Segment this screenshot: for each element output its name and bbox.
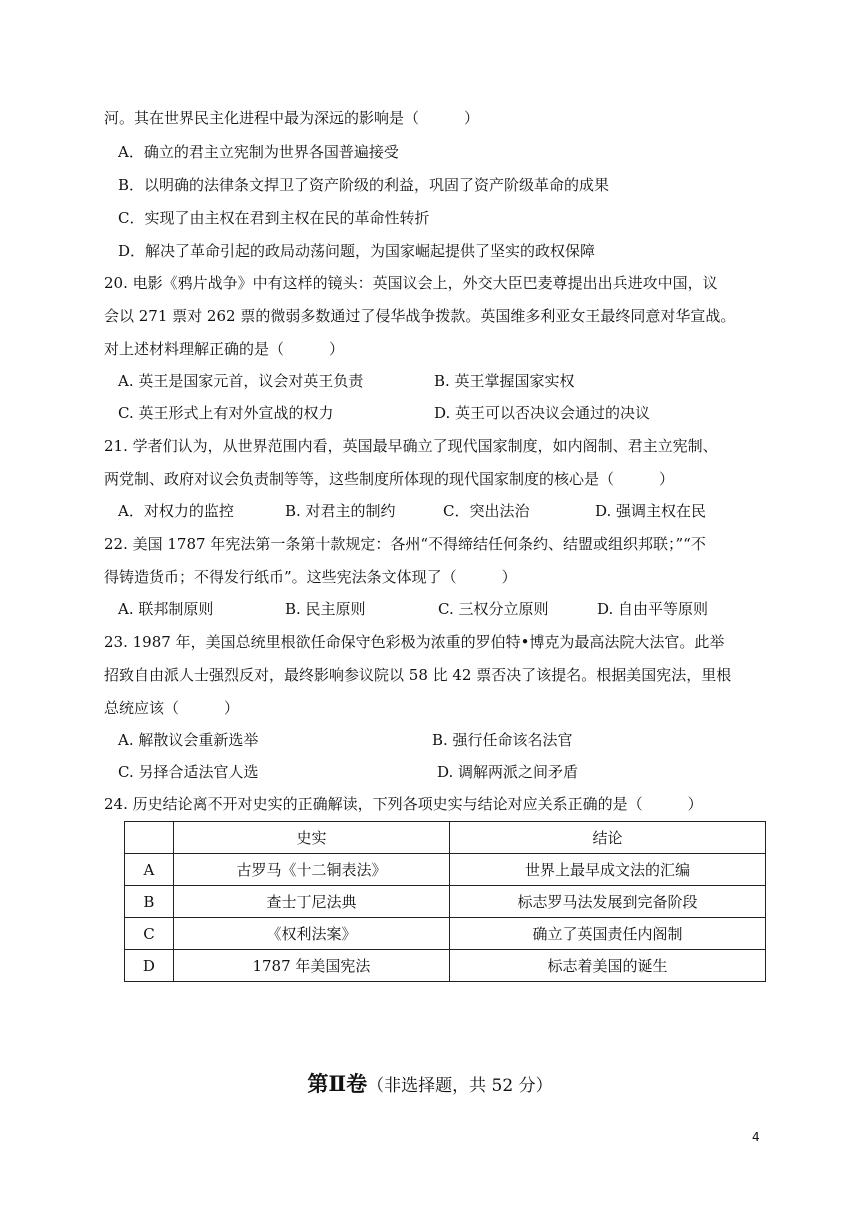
q20-option-a: A. 英王是国家元首，议会对英王负责 <box>118 372 364 390</box>
q23-stem-line-3: 总统应该（ ） <box>104 699 240 717</box>
q23-option-a: A. 解散议会重新选举 <box>118 731 259 749</box>
section-note: （非选择题，共 52 分） <box>367 1076 553 1096</box>
q23-option-b: B. 强行任命该名法官 <box>432 731 573 749</box>
q20-stem-line-3: 对上述材料理解正确的是（ ） <box>104 340 345 358</box>
q20-option-d: D. 英王可以否决议会通过的决议 <box>434 404 651 422</box>
table-row <box>125 950 766 982</box>
q20-stem-line-1: 20. 电影《鸦片战争》中有这样的镜头：英国议会上，外交大臣巴麦尊提出出兵进攻中国，议 <box>104 274 718 292</box>
q21-option-a: A．对权力的监控 <box>118 502 234 520</box>
q22-option-c: C. 三权分立原则 <box>438 600 549 618</box>
q19-option-c: C．实现了由主权在君到主权在民的革命性转折 <box>118 209 430 227</box>
row-conclusion: 标志着美国的诞生 <box>450 950 766 982</box>
q22-stem-line-2: 得铸造货币；不得发行纸币”。这些宪法条文体现了（ ） <box>104 568 517 586</box>
section-title: 第Ⅱ卷 <box>307 1071 368 1096</box>
table-row <box>125 886 766 918</box>
table-header-label <box>125 822 174 854</box>
row-label: B <box>125 886 174 918</box>
q20-stem-line-2: 会以 271 票对 262 票的微弱多数通过了侵华战争拨款。英国维多利亚女王最终同意对华宣战。 <box>104 307 736 325</box>
history-conclusion-table <box>124 821 766 982</box>
q19-option-d: D．解决了革命引起的政局动荡问题，为国家崛起提供了坚实的政权保障 <box>118 242 596 260</box>
section-heading <box>0 1068 860 1098</box>
q21-option-c: C．突出法治 <box>443 502 530 520</box>
q21-stem-line-1: 21. 学者们认为，从世界范围内看，英国最早确立了现代国家制度，如内阁制、君主立宪制、 <box>104 437 718 455</box>
q22-option-b: B. 民主原则 <box>285 600 366 618</box>
q21-stem-line-2: 两党制、政府对议会负责制等等，这些制度所体现的现代国家制度的核心是（ ） <box>104 470 675 488</box>
q22-option-a: A. 联邦制原则 <box>118 600 214 618</box>
q23-option-d: D. 调解两派之间矛盾 <box>437 763 579 781</box>
row-conclusion: 确立了英国责任内阁制 <box>450 918 766 950</box>
table-header-fact: 史实 <box>173 822 449 854</box>
table-header-conclusion: 结论 <box>450 822 766 854</box>
row-label: C <box>125 918 174 950</box>
q23-stem-line-1: 23. 1987 年，美国总统里根欲任命保守色彩极为浓重的罗伯特•博克为最高法院大法官。此举 <box>104 633 725 651</box>
table-row <box>125 854 766 886</box>
q24-stem: 24. 历史结论离不开对史实的正确解读，下列各项史实与结论对应关系正确的是（ ） <box>104 795 703 813</box>
q23-option-c: C. 另择合适法官人选 <box>118 763 259 781</box>
row-conclusion: 标志罗马法发展到完备阶段 <box>450 886 766 918</box>
q23-stem-line-2: 招致自由派人士强烈反对，最终影响参议院以 58 比 42 票否决了该提名。根据美国宪法，里根 <box>104 666 732 684</box>
row-fact: 《权利法案》 <box>173 918 449 950</box>
page-number: 4 <box>752 1130 760 1144</box>
row-conclusion: 世界上最早成文法的汇编 <box>450 854 766 886</box>
q19-option-b: B．以明确的法律条文捍卫了资产阶级的利益，巩固了资产阶级革命的成果 <box>118 176 610 194</box>
q20-option-c: C. 英王形式上有对外宣战的权力 <box>118 404 334 422</box>
row-label: D <box>125 950 174 982</box>
row-fact: 古罗马《十二铜表法》 <box>173 854 449 886</box>
row-fact: 1787 年美国宪法 <box>173 950 449 982</box>
q19-stem-end: 河。其在世界民主化进程中最为深远的影响是（ ） <box>104 109 480 127</box>
row-fact: 查士丁尼法典 <box>173 886 449 918</box>
q19-option-a: A．确立的君主立宪制为世界各国普遍接受 <box>118 143 399 161</box>
table-row <box>125 918 766 950</box>
q22-option-d: D. 自由平等原则 <box>597 600 709 618</box>
q22-stem-line-1: 22. 美国 1787 年宪法第一条第十款规定：各州“不得缔结任何条约、结盟或组织邦联；”“不 <box>104 535 706 553</box>
q20-option-b: B. 英王掌握国家实权 <box>434 372 575 390</box>
q21-option-b: B. 对君主的制约 <box>285 502 396 520</box>
q21-option-d: D. 强调主权在民 <box>595 502 707 520</box>
table-header-row <box>125 822 766 854</box>
row-label: A <box>125 854 174 886</box>
